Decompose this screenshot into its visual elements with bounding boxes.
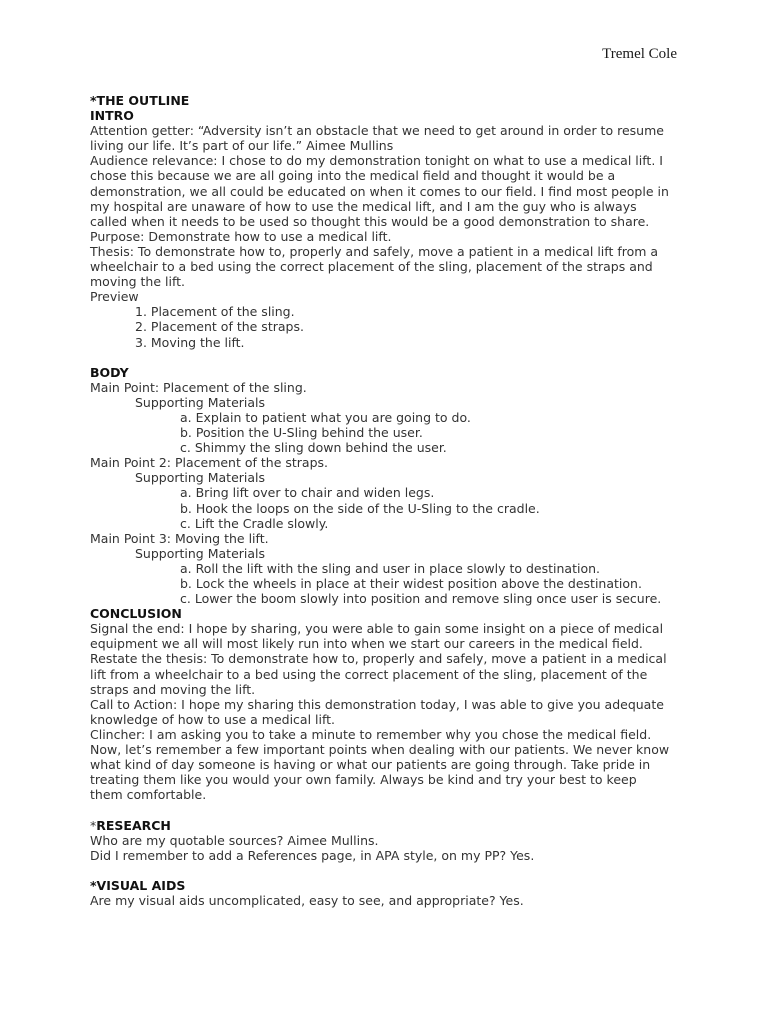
visual-aids-line: Are my visual aids uncomplicated, easy to see, and appropriate? Yes.	[90, 892, 524, 908]
main-point-title: Main Point: Placement of the sling.	[90, 379, 307, 395]
conclusion-line: Call to Action: I hope my sharing this demonstration today, I was able to give you adequate	[90, 696, 664, 712]
intro-line: demonstration, we all could be educated on when it comes to our field. I find most people in	[90, 183, 669, 199]
research-star: *	[90, 817, 97, 833]
main-point-title: Main Point 2: Placement of the straps.	[90, 455, 329, 471]
research-heading-line	[90, 818, 690, 833]
intro-line: wheelchair to a bed using the correct placement of the sling, placement of the straps and	[90, 259, 653, 275]
main-point-title: Main Point 3: Moving the lift.	[90, 530, 269, 546]
body-heading: BODY	[90, 364, 129, 380]
section-spacer	[90, 863, 690, 878]
conclusion-heading: CONCLUSION	[90, 606, 182, 622]
outline-content	[90, 93, 690, 908]
supporting-item: c. Lower the boom slowly into position and remove sling once user is secure.	[180, 591, 662, 607]
conclusion-line: Signal the end: I hope by sharing, you were able to gain some insight on a piece of medical	[90, 621, 664, 637]
supporting-materials-label: Supporting Materials	[135, 470, 266, 486]
supporting-item: c. Shimmy the sling down behind the user.	[180, 440, 447, 456]
intro-line: Attention getter: “Adversity isn’t an obstacle that we need to get around in order to resume	[90, 123, 664, 139]
supporting-item: b. Position the U-Sling behind the user.	[180, 425, 423, 441]
outline-heading: *THE OUTLINE	[90, 93, 190, 108]
section-spacer	[90, 802, 690, 817]
research-heading: RESEARCH	[96, 817, 171, 833]
intro-heading: INTRO	[90, 108, 134, 124]
conclusion-line: Now, let’s remember a few important points when dealing with our patients. We never know	[90, 742, 670, 758]
section-spacer	[90, 350, 690, 365]
preview-item: 2. Placement of the straps.	[135, 319, 304, 335]
preview-item: 1. Placement of the sling.	[135, 304, 295, 320]
intro-line: Thesis: To demonstrate how to, properly and safely, move a patient in a medical lift from a	[90, 243, 659, 259]
visual-aids-heading: *VISUAL AIDS	[90, 877, 186, 893]
conclusion-line: Clincher: I am asking you to take a minute to remember why you chose the medical field.	[90, 726, 652, 742]
conclusion-line: equipment we all will most likely run into when we start our careers in the medical field.	[90, 636, 643, 652]
supporting-item: a. Bring lift over to chair and widen legs.	[180, 485, 435, 501]
supporting-materials-label: Supporting Materials	[135, 545, 266, 561]
author-name: Tremel Cole	[602, 46, 677, 62]
research-line: Who are my quotable sources? Aimee Mullins.	[90, 832, 379, 848]
preview-label: Preview	[90, 289, 139, 305]
supporting-materials-label: Supporting Materials	[135, 394, 266, 410]
supporting-item: a. Roll the lift with the sling and user in place slowly to destination.	[180, 560, 600, 576]
intro-line: Audience relevance: I chose to do my demonstration tonight on what to use a medical lift. I	[90, 153, 663, 169]
supporting-item: a. Explain to patient what you are going to do.	[180, 409, 471, 425]
conclusion-line: straps and moving the lift.	[90, 681, 256, 697]
conclusion-line: knowledge of how to use a medical lift.	[90, 711, 336, 727]
conclusion-line: them comfortable.	[90, 787, 207, 803]
conclusion-line: lift from a wheelchair to a bed using the correct placement of the sling, placement of the	[90, 666, 648, 682]
supporting-item: b. Hook the loops on the side of the U-Sling to the cradle.	[180, 500, 540, 516]
research-line: Did I remember to add a References page, in APA style, on my PP? Yes.	[90, 847, 535, 863]
supporting-item: b. Lock the wheels in place at their widest position above the destination.	[180, 576, 642, 591]
intro-line: Purpose: Demonstrate how to use a medical lift.	[90, 228, 392, 244]
intro-line: moving the lift.	[90, 274, 186, 290]
intro-line: my hospital are unaware of how to use the medical lift, and I am the guy who is always	[90, 198, 637, 214]
intro-line: called when it needs to be used so thought this would be a good demonstration to share.	[90, 213, 650, 229]
intro-line: chose this because we are all going into the medical field and thought it would be a	[90, 168, 616, 184]
conclusion-line: what kind of day someone is having or what our patients are going through. Take pride in	[90, 757, 651, 773]
preview-item: 3. Moving the lift.	[135, 334, 245, 350]
intro-line: living our life. It’s part of our life.” Aimee Mullins	[90, 138, 394, 154]
conclusion-line: Restate the thesis: To demonstrate how to, properly and safely, move a patient in a medical	[90, 651, 667, 667]
conclusion-line: treating them like you would your own family. Always be kind and try your best to keep	[90, 772, 637, 788]
supporting-item: c. Lift the Cradle slowly.	[180, 515, 329, 531]
